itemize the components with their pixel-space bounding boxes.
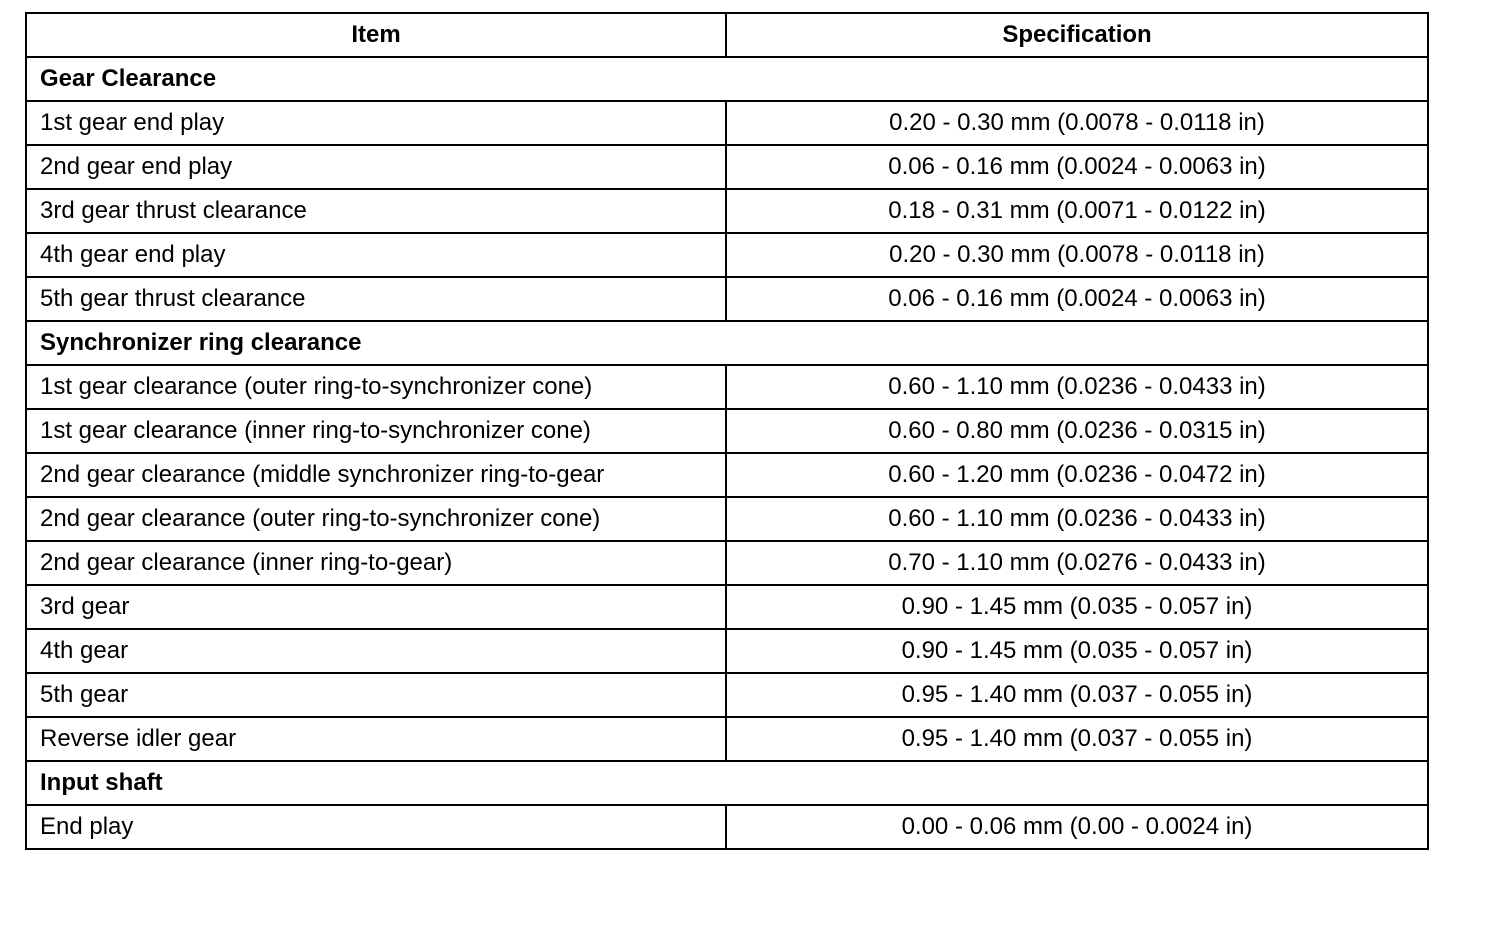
item-cell: End play [26,805,726,849]
spec-cell: 0.18 - 0.31 mm (0.0071 - 0.0122 in) [726,189,1428,233]
spec-cell: 0.00 - 0.06 mm (0.00 - 0.0024 in) [726,805,1428,849]
spec-cell: 0.90 - 1.45 mm (0.035 - 0.057 in) [726,629,1428,673]
item-cell: 5th gear thrust clearance [26,277,726,321]
item-cell: 4th gear end play [26,233,726,277]
section-title: Synchronizer ring clearance [26,321,1428,365]
item-cell: 2nd gear clearance (middle synchronizer ring-to-gear [26,453,726,497]
spec-cell: 0.95 - 1.40 mm (0.037 - 0.055 in) [726,717,1428,761]
table-row [26,497,1428,541]
spec-cell: 0.06 - 0.16 mm (0.0024 - 0.0063 in) [726,145,1428,189]
table-row [26,673,1428,717]
table-row [26,629,1428,673]
spec-cell: 0.90 - 1.45 mm (0.035 - 0.057 in) [726,585,1428,629]
item-cell: 3rd gear [26,585,726,629]
table-row [26,805,1428,849]
item-cell: 1st gear end play [26,101,726,145]
item-cell: 3rd gear thrust clearance [26,189,726,233]
item-cell: 1st gear clearance (outer ring-to-synchronizer cone) [26,365,726,409]
spec-cell: 0.20 - 0.30 mm (0.0078 - 0.0118 in) [726,233,1428,277]
section-title: Gear Clearance [26,57,1428,101]
item-cell: 2nd gear end play [26,145,726,189]
table-row [26,717,1428,761]
header-specification: Specification [726,13,1428,57]
spec-cell: 0.20 - 0.30 mm (0.0078 - 0.0118 in) [726,101,1428,145]
spec-cell: 0.70 - 1.10 mm (0.0276 - 0.0433 in) [726,541,1428,585]
item-cell: 2nd gear clearance (inner ring-to-gear) [26,541,726,585]
spec-cell: 0.95 - 1.40 mm (0.037 - 0.055 in) [726,673,1428,717]
table-row [26,365,1428,409]
spec-cell: 0.60 - 1.20 mm (0.0236 - 0.0472 in) [726,453,1428,497]
header-row [26,13,1428,57]
spec-cell: 0.60 - 1.10 mm (0.0236 - 0.0433 in) [726,365,1428,409]
section-row-input-shaft [26,761,1428,805]
item-cell: 5th gear [26,673,726,717]
table-header [26,13,1428,57]
table-row [26,453,1428,497]
section-row-synchronizer-ring-clearance [26,321,1428,365]
specification-table [25,12,1429,850]
spec-cell: 0.06 - 0.16 mm (0.0024 - 0.0063 in) [726,277,1428,321]
item-cell: 4th gear [26,629,726,673]
table-row [26,277,1428,321]
spec-cell: 0.60 - 1.10 mm (0.0236 - 0.0433 in) [726,497,1428,541]
table-row [26,585,1428,629]
table-row [26,101,1428,145]
table-row [26,233,1428,277]
item-cell: Reverse idler gear [26,717,726,761]
section-row-gear-clearance [26,57,1428,101]
table-row [26,145,1428,189]
table-row [26,541,1428,585]
table-row [26,189,1428,233]
item-cell: 2nd gear clearance (outer ring-to-synchronizer cone) [26,497,726,541]
item-cell: 1st gear clearance (inner ring-to-synchronizer cone) [26,409,726,453]
header-item: Item [26,13,726,57]
table-body [26,57,1428,849]
spec-cell: 0.60 - 0.80 mm (0.0236 - 0.0315 in) [726,409,1428,453]
table-row [26,409,1428,453]
section-title: Input shaft [26,761,1428,805]
